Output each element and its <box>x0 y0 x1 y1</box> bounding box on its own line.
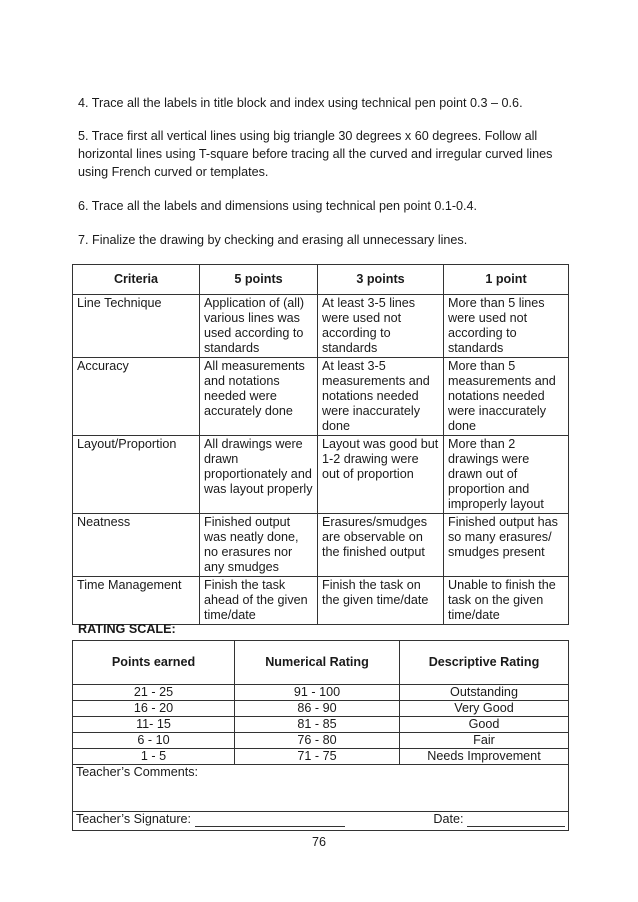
rubric-cell: Unable to finish the task on the given time/date <box>444 577 569 625</box>
rubric-cell: At least 3-5 lines were used not according to standards <box>318 295 444 358</box>
rubric-cell: More than 2 drawings were drawn out of proportion and improperly layout <box>444 436 569 514</box>
rubric-cell: Layout/Proportion <box>73 436 200 514</box>
rubric-cell: All measurements and notations needed were accurately done <box>200 358 318 436</box>
comments-row <box>73 765 569 812</box>
rubric-row-neatness <box>73 514 569 577</box>
rating-row <box>73 733 569 749</box>
rubric-cell: Finish the task on the given time/date <box>318 577 444 625</box>
instruction-step-7: 7. Finalize the drawing by checking and erasing all unnecessary lines. <box>78 233 468 247</box>
rubric-cell: Line Technique <box>73 295 200 358</box>
rubric-cell: Finished output has so many erasures/ smudges present <box>444 514 569 577</box>
rating-cell: 21 - 25 <box>73 685 235 701</box>
rubric-header-criteria: Criteria <box>73 265 200 295</box>
rubric-cell: Accuracy <box>73 358 200 436</box>
date-line[interactable] <box>467 814 565 827</box>
rating-row <box>73 717 569 733</box>
instruction-step-6: 6. Trace all the labels and dimensions using technical pen point 0.1-0.4. <box>78 199 478 213</box>
rubric-row-accuracy <box>73 358 569 436</box>
instruction-step-5: 5. Trace first all vertical lines using big triangle 30 degrees x 60 degrees. Follow all horizontal lines using T-square before tracing all the curved and irregular curved lines using French curved or templates. <box>78 129 553 179</box>
rubric-row-time-management <box>73 577 569 625</box>
rating-cell: Very Good <box>400 701 569 717</box>
rubric-cell: Finish the task ahead of the given time/date <box>200 577 318 625</box>
date-label: Date: <box>433 812 464 826</box>
teacher-comments-field[interactable] <box>73 765 569 812</box>
rubric-cell: All drawings were drawn proportionately and was layout properly <box>200 436 318 514</box>
page-number: 76 <box>311 835 326 849</box>
rating-row <box>73 749 569 765</box>
rubric-header-row <box>73 265 569 295</box>
rating-cell: 91 - 100 <box>235 685 400 701</box>
rubric-header-1-point: 1 point <box>444 265 569 295</box>
rating-cell: Outstanding <box>400 685 569 701</box>
rating-row <box>73 701 569 717</box>
rating-cell: 86 - 90 <box>235 701 400 717</box>
rubric-header-5-points: 5 points <box>200 265 318 295</box>
rubric-criteria-table <box>72 264 569 625</box>
rating-cell: Fair <box>400 733 569 749</box>
teacher-signature-line[interactable] <box>195 814 345 827</box>
rubric-cell: More than 5 lines were used not according to standards <box>444 295 569 358</box>
signature-cell <box>73 812 569 831</box>
rating-cell: Needs Improvement <box>400 749 569 765</box>
rating-header-points-earned: Points earned <box>73 641 235 685</box>
teacher-comments-label: Teacher’s Comments: <box>76 765 199 779</box>
rubric-cell: Time Management <box>73 577 200 625</box>
rubric-cell: Finished output was neatly done, no erasures nor any smudges <box>200 514 318 577</box>
rubric-cell: Layout was good but 1-2 drawing were out of proportion <box>318 436 444 514</box>
rating-row <box>73 685 569 701</box>
rubric-row-layout-proportion <box>73 436 569 514</box>
signature-group <box>76 812 345 827</box>
rating-cell: 6 - 10 <box>73 733 235 749</box>
rating-cell: 76 - 80 <box>235 733 400 749</box>
date-group <box>433 812 565 827</box>
rating-cell: 1 - 5 <box>73 749 235 765</box>
rating-scale-table <box>72 640 569 831</box>
rubric-cell: Erasures/smudges are observable on the finished output <box>318 514 444 577</box>
rating-scale-title: RATING SCALE: <box>78 622 176 636</box>
signature-row <box>73 812 569 831</box>
rubric-cell: Application of (all) various lines was used according to standards <box>200 295 318 358</box>
teacher-signature-label: Teacher’s Signature: <box>76 812 192 826</box>
rating-header-row <box>73 641 569 685</box>
rating-header-descriptive-rating: Descriptive Rating <box>400 641 569 685</box>
rating-cell: 71 - 75 <box>235 749 400 765</box>
rubric-cell: More than 5 measurements and notations needed were inaccurately done <box>444 358 569 436</box>
instruction-step-4: 4. Trace all the labels in title block and index using technical pen point 0.3 – 0.6. <box>78 96 523 110</box>
rating-cell: 81 - 85 <box>235 717 400 733</box>
rubric-cell: At least 3-5 measurements and notations needed were inaccurately done <box>318 358 444 436</box>
rating-cell: 11- 15 <box>73 717 235 733</box>
rubric-header-3-points: 3 points <box>318 265 444 295</box>
rating-cell: 16 - 20 <box>73 701 235 717</box>
rubric-cell: Neatness <box>73 514 200 577</box>
rating-header-numerical-rating: Numerical Rating <box>235 641 400 685</box>
rating-cell: Good <box>400 717 569 733</box>
rubric-row-line-technique <box>73 295 569 358</box>
